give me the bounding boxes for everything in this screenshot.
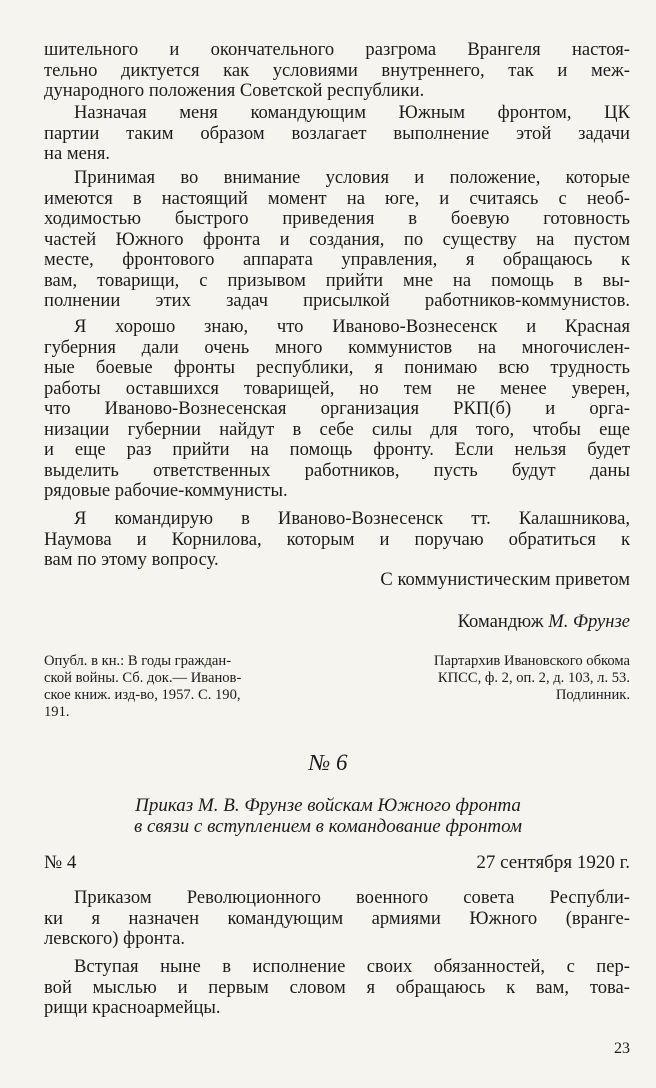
footnote-line: Подлинник. xyxy=(555,687,630,703)
text-line: Принимая во внимание условия и положение, которые xyxy=(74,167,630,188)
footnote-publication xyxy=(44,653,314,721)
text-line: Приказом Революционного военного совета Республи- xyxy=(74,887,630,908)
text-line: работы оставшихся товарищей, но тем не менее уверен, xyxy=(44,377,630,399)
text-line: Я командирую в Иваново-Вознесенск тт. Калашникова, xyxy=(74,508,630,529)
signature xyxy=(458,611,630,633)
text-line: полнении этих задач присылкой работников-коммунистов. xyxy=(44,290,630,311)
text-line: месте, фронтового аппарата управления, я обращаюсь к xyxy=(44,249,630,270)
text-line: шительного и окончательного разгрома Врангеля настоя- xyxy=(44,39,630,60)
document-heading xyxy=(0,795,656,837)
paragraph-1 xyxy=(44,40,630,102)
text-line: рядовые рабочие-коммунисты. xyxy=(44,480,288,501)
text-line: ки я назначен командующим армиями Южного (вранге- xyxy=(44,907,630,929)
text-line: частей Южного фронта и создания, по существу на пустом xyxy=(44,228,630,250)
text-line: ходимостью быстрого приведения в боевую готовность xyxy=(44,208,630,229)
footnote-line: ское книж. изд-во, 1957. С. 190, xyxy=(44,687,241,703)
signature-title: Командюж xyxy=(457,611,544,632)
paragraph-5 xyxy=(44,509,630,571)
paragraph-2 xyxy=(44,103,630,165)
heading-line: в связи с вступлением в командование фронтом xyxy=(133,816,523,837)
heading-line: Приказ М. В. Фрунзе войскам Южного фронта xyxy=(135,795,521,816)
text-line: губерния дали очень много коммунистов на многочислен- xyxy=(44,336,630,358)
footnote-line: ской войны. Сб. док.— Иванов- xyxy=(44,670,242,686)
text-line: дународного положения Советской республики. xyxy=(44,80,425,101)
text-line: выделить ответственных работников, пусть будут даны xyxy=(44,459,630,481)
text-line: вой мыслью и первым словом я обращаюсь к вам, това- xyxy=(44,976,630,998)
footnote-line: 191. xyxy=(44,704,70,720)
page-number: 23 xyxy=(614,1040,630,1057)
text-line: Вступая ныне в исполнение своих обязанностей, с пер- xyxy=(74,956,630,977)
text-line: Наумова и Корнилова, которым и поручаю обратиться к xyxy=(44,528,630,550)
footnote-line: Партархив Ивановского обкома xyxy=(433,653,630,669)
text-line: тельно диктуется как условиями внутреннего, так и меж- xyxy=(44,59,630,81)
signature-name: М. Фрунзе xyxy=(548,611,630,632)
order-date: 27 сентября 1920 г. xyxy=(476,852,630,873)
paragraph-4 xyxy=(44,317,630,502)
text-line: что Иваново-Вознесенская организация РКП(б) и орга- xyxy=(44,398,630,419)
text-line: имеются в настоящий момент на юге, и считаясь с необ- xyxy=(44,187,630,209)
text-line: вам, товарищи, с призывом прийти мне на помощь в вы- xyxy=(44,269,630,291)
closing-salutation: С коммунистическим приветом xyxy=(380,569,630,590)
footnote-line: Опубл. в кн.: В годы граждан- xyxy=(44,653,232,669)
order-header xyxy=(44,852,630,874)
order-number: № 4 xyxy=(44,852,77,873)
paragraph-6 xyxy=(44,888,630,950)
text-line: вам по этому вопросу. xyxy=(44,549,219,570)
text-line: Назначая меня командующим Южным фронтом, ЦК xyxy=(74,102,630,123)
text-line: левского) фронта. xyxy=(44,928,185,949)
text-line: низации губернии найдут в себе силы для того, чтобы еще xyxy=(44,418,630,440)
text-line: рищи красноармейцы. xyxy=(44,997,221,1018)
text-line: и еще раз прийти на помощь фронту. Если нельзя будет xyxy=(44,439,630,460)
text-line: партии таким образом возлагает выполнение этой задачи xyxy=(44,122,630,144)
text-line: ные боевые фронты республики, я понимаю всю трудность xyxy=(44,357,630,378)
text-line: Я хорошо знаю, что Иваново-Вознесенск и Красная xyxy=(74,316,630,337)
text-line: на меня. xyxy=(44,143,111,164)
document-number: № 6 xyxy=(308,750,348,775)
paragraph-3 xyxy=(44,168,630,312)
footnote-archive xyxy=(370,653,630,704)
paragraph-7 xyxy=(44,957,630,1019)
footnote-line: КПСС, ф. 2, оп. 2, д. 103, л. 53. xyxy=(437,670,630,686)
